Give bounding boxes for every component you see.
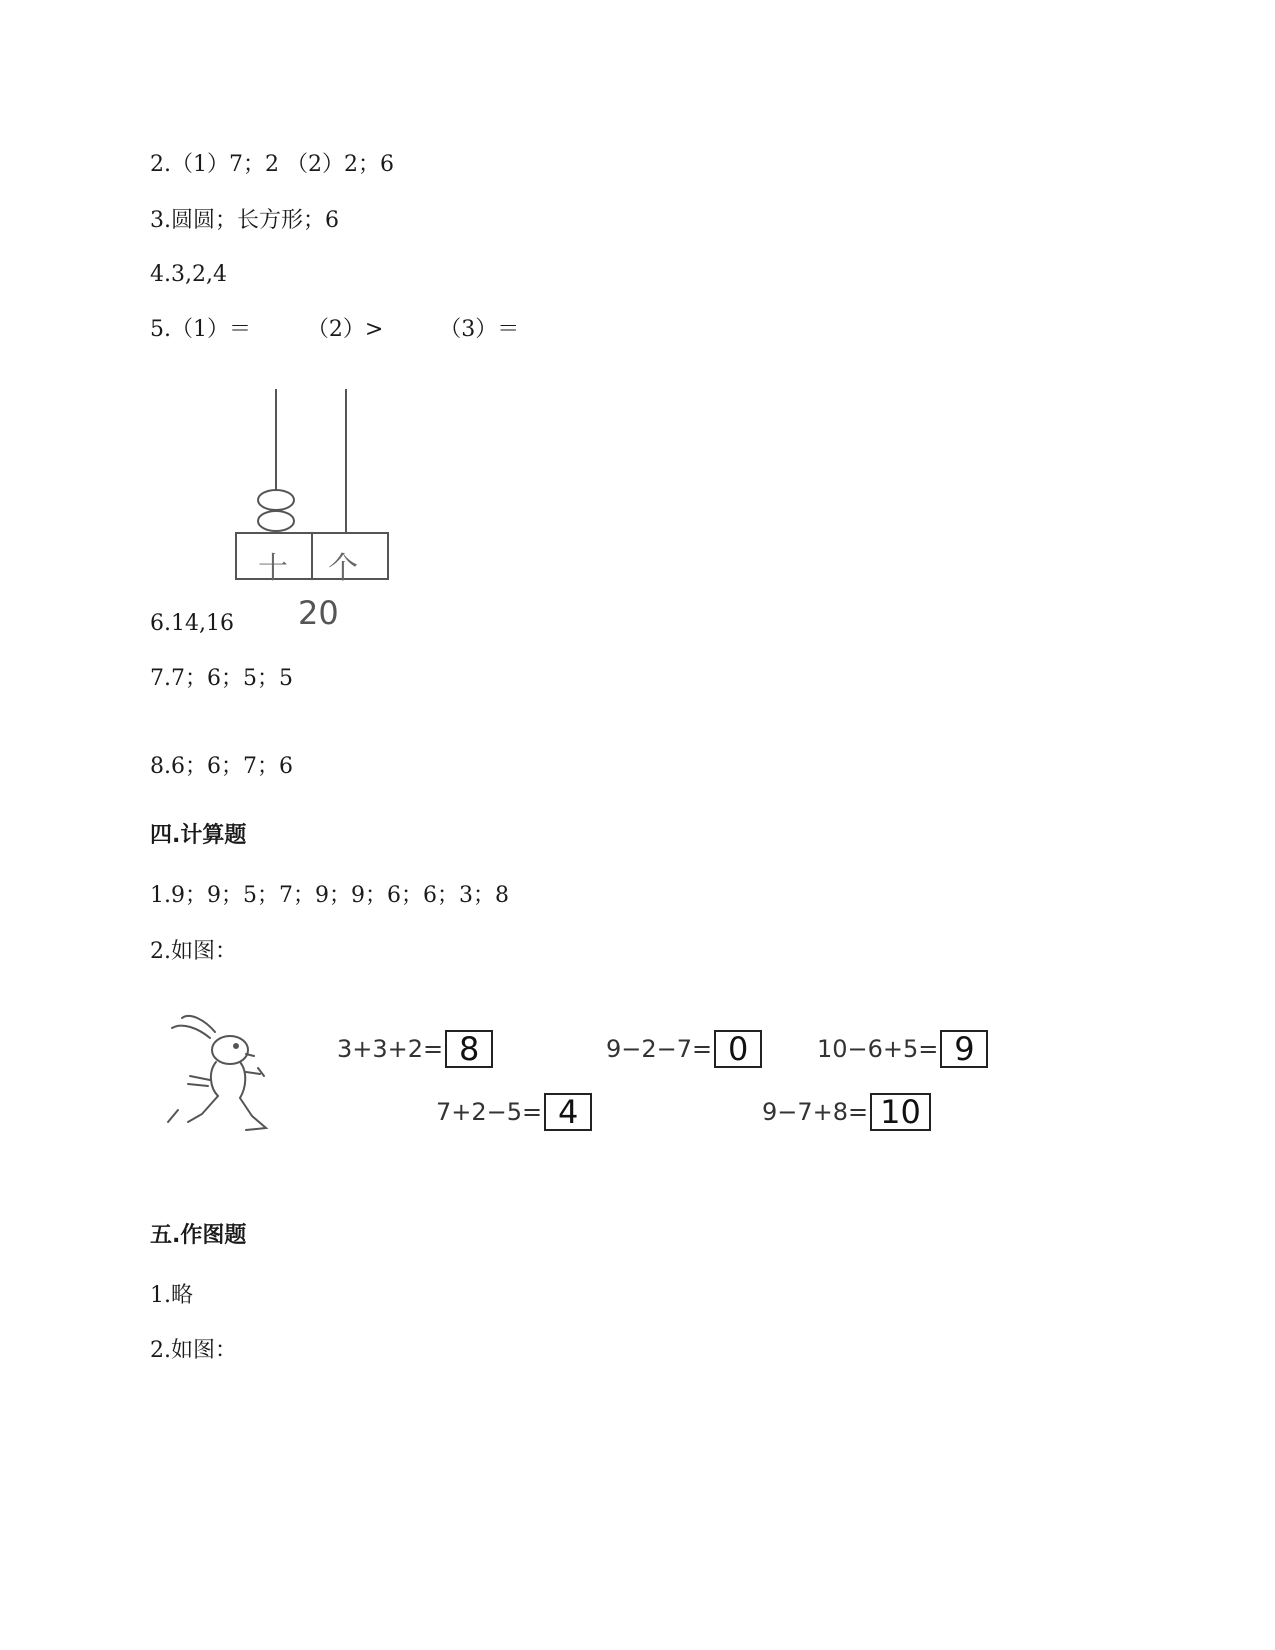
bead-2: [258, 511, 294, 531]
section-5-heading: 五.作图题: [150, 1223, 247, 1248]
answer-8: 8.6；6；7；6: [150, 754, 293, 779]
section-5-q1: 1.略: [150, 1283, 193, 1308]
equation-expr: 7+2−5=: [436, 1098, 543, 1126]
equation-4: [436, 1093, 592, 1131]
equation-expr: 3+3+2=: [337, 1035, 444, 1063]
tens-label: 十: [258, 551, 288, 586]
answer-box: 0: [714, 1030, 762, 1068]
answer-box: 4: [544, 1093, 592, 1131]
answer-6: 6.14,16: [150, 611, 234, 636]
answer-3: 3.圆圆；长方形；6: [150, 208, 339, 233]
ones-label: 个: [328, 551, 358, 586]
equation-expr: 9−2−7=: [606, 1035, 713, 1063]
answer-box: 8: [445, 1030, 493, 1068]
rabbit-icon: [160, 1010, 290, 1135]
equation-expr: 9−7+8=: [762, 1098, 869, 1126]
answer-5: 5.（1）＝ （2）> （3）＝: [150, 317, 520, 342]
equation-expr: 10−6+5=: [817, 1035, 939, 1063]
section-4-heading: 四.计算题: [150, 823, 247, 848]
section-4-q2: 2.如图：: [150, 939, 237, 964]
answer-2: 2.（1）7；2 （2）2；6: [150, 152, 394, 177]
answer-7: 7.7；6；5；5: [150, 666, 293, 691]
bead-1: [258, 490, 294, 510]
abacus-drawing: [230, 385, 400, 585]
section-5-q2: 2.如图：: [150, 1338, 237, 1363]
equation-3: [817, 1030, 988, 1068]
abacus-value: 20: [298, 594, 339, 632]
answer-4: 4.3,2,4: [150, 262, 227, 287]
equation-1: [337, 1030, 493, 1068]
equation-5: [762, 1093, 931, 1131]
equation-2: [606, 1030, 762, 1068]
answer-box: 10: [870, 1093, 931, 1131]
answer-box: 9: [940, 1030, 988, 1068]
section-4-q1: 1.9；9；5；7；9；9；6；6；3；8: [150, 883, 509, 908]
rabbit-illustration: [160, 1010, 290, 1139]
